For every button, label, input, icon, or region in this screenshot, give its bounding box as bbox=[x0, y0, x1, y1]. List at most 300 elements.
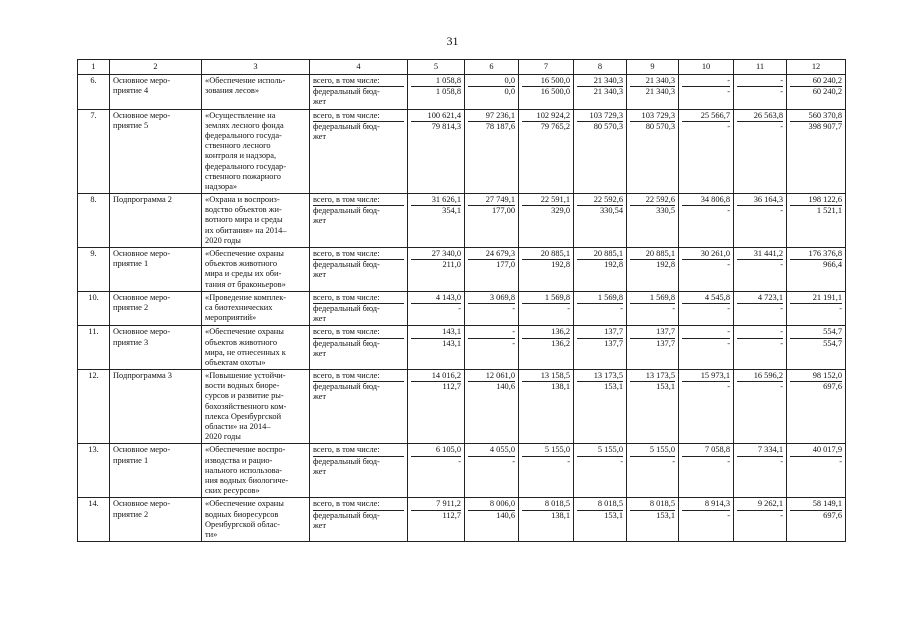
program-name-line: 2020 годы bbox=[205, 432, 241, 442]
funding-source bbox=[310, 109, 408, 194]
program-name-line: «Осуществление на bbox=[205, 110, 276, 120]
funding-source-line: федеральный бюд- bbox=[313, 456, 380, 466]
value: 100 621,4 bbox=[411, 111, 461, 122]
value-cell bbox=[627, 75, 679, 110]
value: 8 018,5 bbox=[577, 499, 623, 510]
funding-source-line: федеральный бюд- bbox=[313, 260, 380, 270]
value-cell bbox=[465, 326, 519, 370]
value: 136,2 bbox=[522, 327, 570, 338]
value: 103 729,3 bbox=[630, 111, 675, 122]
funding-source-line: федеральный бюд- bbox=[313, 382, 380, 392]
value: 153,1 bbox=[604, 382, 623, 392]
value: 22 591,1 bbox=[522, 195, 570, 206]
program-name-line: мира и среды их оби- bbox=[205, 269, 282, 279]
value: 0,0 bbox=[504, 87, 515, 97]
program-name bbox=[202, 291, 310, 326]
program-name-line: тания от браконьеров» bbox=[205, 279, 286, 289]
value-cell bbox=[679, 248, 734, 292]
value-cell bbox=[408, 291, 465, 326]
value: 138,1 bbox=[551, 510, 570, 520]
value: - bbox=[727, 121, 730, 131]
value: 20 885,1 bbox=[630, 249, 675, 260]
value: 1 569,8 bbox=[522, 293, 570, 304]
value: 1 058,8 bbox=[411, 76, 461, 87]
program-name-line: объектам охоты» bbox=[205, 357, 266, 367]
program-item bbox=[110, 370, 202, 444]
program-name-line: «Проведение комплек- bbox=[205, 292, 287, 302]
value-cell bbox=[627, 326, 679, 370]
value: 21 340,3 bbox=[593, 87, 623, 97]
value: - bbox=[780, 303, 783, 313]
row-number: 14. bbox=[78, 498, 110, 542]
program-name-line: федерального госуда- bbox=[205, 130, 282, 140]
column-header: 8 bbox=[574, 60, 627, 75]
funding-source-line: федеральный бюд- bbox=[313, 87, 380, 97]
program-item-line: приятие 3 bbox=[113, 337, 149, 347]
value: 177,00 bbox=[491, 206, 515, 216]
value: 14 016,2 bbox=[411, 371, 461, 382]
value-cell bbox=[465, 498, 519, 542]
program-name bbox=[202, 109, 310, 194]
value-cell bbox=[574, 248, 627, 292]
row-number: 9. bbox=[78, 248, 110, 292]
value-cell bbox=[465, 291, 519, 326]
column-header: 12 bbox=[787, 60, 846, 75]
funding-source-line: федеральный бюд- bbox=[313, 121, 380, 131]
program-name bbox=[202, 444, 310, 498]
value: - bbox=[458, 303, 461, 313]
table-row bbox=[78, 194, 846, 248]
value: 140,6 bbox=[496, 382, 515, 392]
value-cell bbox=[574, 498, 627, 542]
value-cell bbox=[787, 498, 846, 542]
funding-source-line: жет bbox=[313, 348, 327, 358]
funding-source bbox=[310, 291, 408, 326]
column-header: 7 bbox=[519, 60, 574, 75]
value-cell bbox=[679, 498, 734, 542]
column-header: 3 bbox=[202, 60, 310, 75]
funding-source-line: федеральный бюд- bbox=[313, 338, 380, 348]
value: 697,6 bbox=[823, 382, 842, 392]
value: 697,6 bbox=[823, 510, 842, 520]
value-cell bbox=[627, 194, 679, 248]
program-name-line: ния водных биологиче- bbox=[205, 475, 289, 485]
value: - bbox=[567, 303, 570, 313]
program-name bbox=[202, 248, 310, 292]
funding-source-line: всего, в том числе: bbox=[313, 293, 404, 304]
value-cell bbox=[679, 109, 734, 194]
value: 137,7 bbox=[604, 338, 623, 348]
value: 329,0 bbox=[551, 206, 570, 216]
value: - bbox=[727, 87, 730, 97]
funding-source-line: всего, в том числе: bbox=[313, 249, 404, 260]
value-cell bbox=[574, 109, 627, 194]
program-name-line: ских ресурсов» bbox=[205, 486, 260, 496]
funding-source-line: федеральный бюд- bbox=[313, 206, 380, 216]
row-number: 12. bbox=[78, 370, 110, 444]
program-item-line: Основное меро- bbox=[113, 292, 171, 302]
program-name-line: «Обеспечение исполь- bbox=[205, 76, 286, 85]
value: 31 626,1 bbox=[411, 195, 461, 206]
value: 153,1 bbox=[604, 510, 623, 520]
value-cell bbox=[679, 370, 734, 444]
value-cell bbox=[787, 291, 846, 326]
value: 4 545,8 bbox=[682, 293, 730, 304]
value: - bbox=[727, 260, 730, 270]
value: 211,0 bbox=[442, 260, 461, 270]
value: 8 006,0 bbox=[468, 499, 515, 510]
value: 16 500,0 bbox=[522, 76, 570, 87]
row-number: 13. bbox=[78, 444, 110, 498]
value: 176 376,8 bbox=[790, 249, 842, 260]
value: 78 187,6 bbox=[485, 121, 515, 131]
value: 5 155,0 bbox=[577, 445, 623, 456]
value: 5 155,0 bbox=[522, 445, 570, 456]
row-number: 7. bbox=[78, 109, 110, 194]
value: - bbox=[468, 327, 515, 338]
program-name-line: бохозяйственного ком- bbox=[205, 401, 287, 411]
funding-source-line: жет bbox=[313, 520, 327, 530]
value-cell bbox=[574, 444, 627, 498]
value-cell bbox=[734, 75, 787, 110]
program-name-line: изводства и рацио- bbox=[205, 455, 273, 465]
value-cell bbox=[519, 109, 574, 194]
program-item bbox=[110, 75, 202, 110]
funding-source bbox=[310, 370, 408, 444]
value: 0,0 bbox=[468, 76, 515, 87]
funding-source bbox=[310, 326, 408, 370]
value-cell bbox=[679, 291, 734, 326]
value-cell bbox=[574, 326, 627, 370]
funding-source bbox=[310, 498, 408, 542]
funding-source-line: жет bbox=[313, 270, 327, 280]
value: 13 158,5 bbox=[522, 371, 570, 382]
value-cell bbox=[408, 109, 465, 194]
value: - bbox=[780, 510, 783, 520]
value-cell bbox=[679, 75, 734, 110]
program-item bbox=[110, 109, 202, 194]
value-cell bbox=[519, 444, 574, 498]
value: - bbox=[737, 76, 783, 87]
program-item bbox=[110, 444, 202, 498]
funding-source-line: жет bbox=[313, 131, 327, 141]
value: 7 911,2 bbox=[411, 499, 461, 510]
program-name-line: объектов животного bbox=[205, 259, 278, 269]
program-item-line: Основное меро- bbox=[113, 327, 171, 337]
value: 80 570,3 bbox=[593, 121, 623, 131]
value: 8 018,5 bbox=[522, 499, 570, 510]
table-row bbox=[78, 326, 846, 370]
program-name-line: Оренбургской облас- bbox=[205, 519, 280, 529]
program-name-line: 2020 годы bbox=[205, 235, 241, 245]
program-name-line: области» на 2014– bbox=[205, 422, 271, 431]
value-cell bbox=[627, 109, 679, 194]
value: - bbox=[727, 206, 730, 216]
program-item bbox=[110, 291, 202, 326]
value: 192,8 bbox=[656, 260, 675, 270]
program-item-line: приятие 1 bbox=[113, 455, 149, 465]
value: 60 240,2 bbox=[812, 87, 842, 97]
value: - bbox=[780, 206, 783, 216]
value-cell bbox=[627, 248, 679, 292]
value-cell bbox=[627, 498, 679, 542]
program-item-line: Подпрограмма 2 bbox=[113, 195, 172, 205]
funding-source-line: всего, в том числе: bbox=[313, 499, 404, 510]
value: 177,0 bbox=[496, 260, 515, 270]
value: 97 236,1 bbox=[468, 111, 515, 122]
value-cell bbox=[408, 326, 465, 370]
row-number: 6. bbox=[78, 75, 110, 110]
program-name-line: «Обеспечение охраны bbox=[205, 499, 284, 509]
value-cell bbox=[627, 291, 679, 326]
value: 16 500,0 bbox=[540, 87, 570, 97]
program-name-line: «Обеспечение охраны bbox=[205, 327, 284, 337]
value: 98 152,0 bbox=[790, 371, 842, 382]
value: 153,1 bbox=[656, 382, 675, 392]
value-cell bbox=[408, 370, 465, 444]
value: - bbox=[512, 303, 515, 313]
value: 4 055,0 bbox=[468, 445, 515, 456]
value-cell bbox=[574, 370, 627, 444]
value-cell bbox=[734, 194, 787, 248]
value-cell bbox=[734, 370, 787, 444]
value-cell bbox=[574, 194, 627, 248]
program-item bbox=[110, 248, 202, 292]
value: - bbox=[567, 456, 570, 466]
value: - bbox=[839, 456, 842, 466]
value: 36 164,3 bbox=[737, 195, 783, 206]
value-cell bbox=[519, 370, 574, 444]
value: 1 569,8 bbox=[577, 293, 623, 304]
value-cell bbox=[465, 248, 519, 292]
value-cell bbox=[519, 194, 574, 248]
program-item-line: Основное меро- bbox=[113, 110, 171, 120]
value: 3 069,8 bbox=[468, 293, 515, 304]
table-row bbox=[78, 75, 846, 110]
program-name-line: вотного мира и среды bbox=[205, 215, 283, 225]
column-header: 5 bbox=[408, 60, 465, 75]
value-cell bbox=[519, 248, 574, 292]
table-row bbox=[78, 370, 846, 444]
table-row bbox=[78, 248, 846, 292]
page-number: 31 bbox=[446, 34, 459, 48]
program-name-line: сурсов и развитие ры- bbox=[205, 391, 284, 401]
funding-source-line: федеральный бюд- bbox=[313, 303, 380, 313]
value: 5 155,0 bbox=[630, 445, 675, 456]
value: 8 914,3 bbox=[682, 499, 730, 510]
column-header: 6 bbox=[465, 60, 519, 75]
value: 31 441,2 bbox=[737, 249, 783, 260]
value-cell bbox=[465, 444, 519, 498]
column-header: 4 bbox=[310, 60, 408, 75]
value-cell bbox=[465, 109, 519, 194]
value: 22 592,6 bbox=[630, 195, 675, 206]
value-cell bbox=[787, 326, 846, 370]
program-name-line: плекса Оренбургской bbox=[205, 411, 282, 421]
value: 22 592,6 bbox=[577, 195, 623, 206]
funding-source bbox=[310, 194, 408, 248]
value: - bbox=[780, 260, 783, 270]
value: 24 679,3 bbox=[468, 249, 515, 260]
value: 112,7 bbox=[442, 510, 461, 520]
value: 30 261,0 bbox=[682, 249, 730, 260]
value: 102 924,2 bbox=[522, 111, 570, 122]
value: 15 973,1 bbox=[682, 371, 730, 382]
column-header: 9 bbox=[627, 60, 679, 75]
value: 966,4 bbox=[823, 260, 842, 270]
value: - bbox=[682, 327, 730, 338]
value-cell bbox=[408, 75, 465, 110]
program-item bbox=[110, 498, 202, 542]
value: 103 729,3 bbox=[577, 111, 623, 122]
value: 136,2 bbox=[551, 338, 570, 348]
row-number: 10. bbox=[78, 291, 110, 326]
row-number: 11. bbox=[78, 326, 110, 370]
program-item-line: Основное меро- bbox=[113, 499, 171, 509]
value: 34 806,8 bbox=[682, 195, 730, 206]
value: 21 191,1 bbox=[790, 293, 842, 304]
value-cell bbox=[574, 291, 627, 326]
value: - bbox=[780, 121, 783, 131]
value: 137,7 bbox=[656, 338, 675, 348]
program-name-line: землях лесного фонда bbox=[205, 120, 284, 130]
funding-source-line: всего, в том числе: bbox=[313, 76, 404, 87]
value: 16 596,2 bbox=[737, 371, 783, 382]
table-row bbox=[78, 291, 846, 326]
program-name-line: ти» bbox=[205, 529, 218, 539]
value: - bbox=[727, 338, 730, 348]
value-cell bbox=[787, 370, 846, 444]
value-cell bbox=[408, 444, 465, 498]
value-cell bbox=[519, 498, 574, 542]
table-row bbox=[78, 109, 846, 194]
program-name-line: ственного лесного bbox=[205, 141, 271, 151]
value: 192,8 bbox=[604, 260, 623, 270]
value-cell bbox=[465, 370, 519, 444]
program-name bbox=[202, 326, 310, 370]
value-cell bbox=[787, 444, 846, 498]
value: - bbox=[727, 510, 730, 520]
value: - bbox=[780, 456, 783, 466]
program-name-line: водство объектов жи- bbox=[205, 205, 282, 215]
value: 60 240,2 bbox=[790, 76, 842, 87]
program-name-line: зования лесов» bbox=[205, 86, 260, 96]
value-cell bbox=[408, 498, 465, 542]
value: - bbox=[672, 303, 675, 313]
program-item-line: приятие 2 bbox=[113, 302, 149, 312]
program-name-line: их обитания» на 2014– bbox=[205, 225, 287, 235]
value: - bbox=[780, 338, 783, 348]
program-budget-table bbox=[77, 59, 846, 542]
value-cell bbox=[408, 194, 465, 248]
value-cell bbox=[679, 326, 734, 370]
value-cell bbox=[627, 370, 679, 444]
value: 8 018,5 bbox=[630, 499, 675, 510]
value: 20 885,1 bbox=[577, 249, 623, 260]
value: - bbox=[620, 456, 623, 466]
value: - bbox=[839, 303, 842, 313]
table-row bbox=[78, 444, 846, 498]
value: 79 765,2 bbox=[540, 121, 570, 131]
header-row bbox=[78, 60, 846, 75]
funding-source-line: всего, в том числе: bbox=[313, 327, 404, 338]
value: - bbox=[737, 327, 783, 338]
value: 26 563,8 bbox=[737, 111, 783, 122]
value: - bbox=[682, 76, 730, 87]
value: 27 749,1 bbox=[468, 195, 515, 206]
value: 330,54 bbox=[599, 206, 623, 216]
value: 25 566,7 bbox=[682, 111, 730, 122]
value: 1 058,8 bbox=[435, 87, 461, 97]
value-cell bbox=[408, 248, 465, 292]
funding-source-line: всего, в том числе: bbox=[313, 445, 404, 456]
value: 112,7 bbox=[442, 382, 461, 392]
program-item bbox=[110, 194, 202, 248]
value-cell bbox=[519, 326, 574, 370]
value: 6 105,0 bbox=[411, 445, 461, 456]
value-cell bbox=[465, 194, 519, 248]
value-cell bbox=[787, 194, 846, 248]
value-cell bbox=[734, 109, 787, 194]
value-cell bbox=[519, 291, 574, 326]
value: 80 570,3 bbox=[645, 121, 675, 131]
program-name bbox=[202, 498, 310, 542]
value: 27 340,0 bbox=[411, 249, 461, 260]
value: 12 061,0 bbox=[468, 371, 515, 382]
value-cell bbox=[519, 75, 574, 110]
value: 1 569,8 bbox=[630, 293, 675, 304]
table-row bbox=[78, 498, 846, 542]
value: 13 173,5 bbox=[577, 371, 623, 382]
value-cell bbox=[679, 194, 734, 248]
value: 40 017,9 bbox=[790, 445, 842, 456]
program-item-line: Основное меро- bbox=[113, 445, 171, 455]
value: 137,7 bbox=[630, 327, 675, 338]
value: - bbox=[727, 456, 730, 466]
funding-source-line: всего, в том числе: bbox=[313, 195, 404, 206]
value-cell bbox=[787, 109, 846, 194]
funding-source-line: жет bbox=[313, 314, 327, 324]
value: - bbox=[727, 382, 730, 392]
row-number: 8. bbox=[78, 194, 110, 248]
program-name-line: федерального государ- bbox=[205, 161, 287, 171]
column-header: 1 bbox=[78, 60, 110, 75]
funding-source bbox=[310, 444, 408, 498]
value: 143,1 bbox=[442, 338, 461, 348]
value: 58 149,1 bbox=[790, 499, 842, 510]
value: 9 262,1 bbox=[737, 499, 783, 510]
funding-source-line: федеральный бюд- bbox=[313, 510, 380, 520]
column-header: 10 bbox=[679, 60, 734, 75]
funding-source-line: жет bbox=[313, 392, 327, 402]
program-name bbox=[202, 370, 310, 444]
value-cell bbox=[734, 498, 787, 542]
program-item-line: приятие 5 bbox=[113, 120, 149, 130]
value: - bbox=[780, 382, 783, 392]
value: - bbox=[512, 456, 515, 466]
value: 20 885,1 bbox=[522, 249, 570, 260]
program-name-line: мира, не отнесенных к bbox=[205, 347, 286, 357]
value-cell bbox=[734, 444, 787, 498]
value: 13 173,5 bbox=[630, 371, 675, 382]
program-name-line: контроля и надзора, bbox=[205, 151, 277, 161]
program-name-line: водных биоресурсов bbox=[205, 509, 279, 519]
column-header: 11 bbox=[734, 60, 787, 75]
program-name-line: нального использова- bbox=[205, 465, 283, 475]
program-name-line: «Повышение устойчи- bbox=[205, 371, 286, 381]
value: 4 143,0 bbox=[411, 293, 461, 304]
value: 1 521,1 bbox=[816, 206, 842, 216]
